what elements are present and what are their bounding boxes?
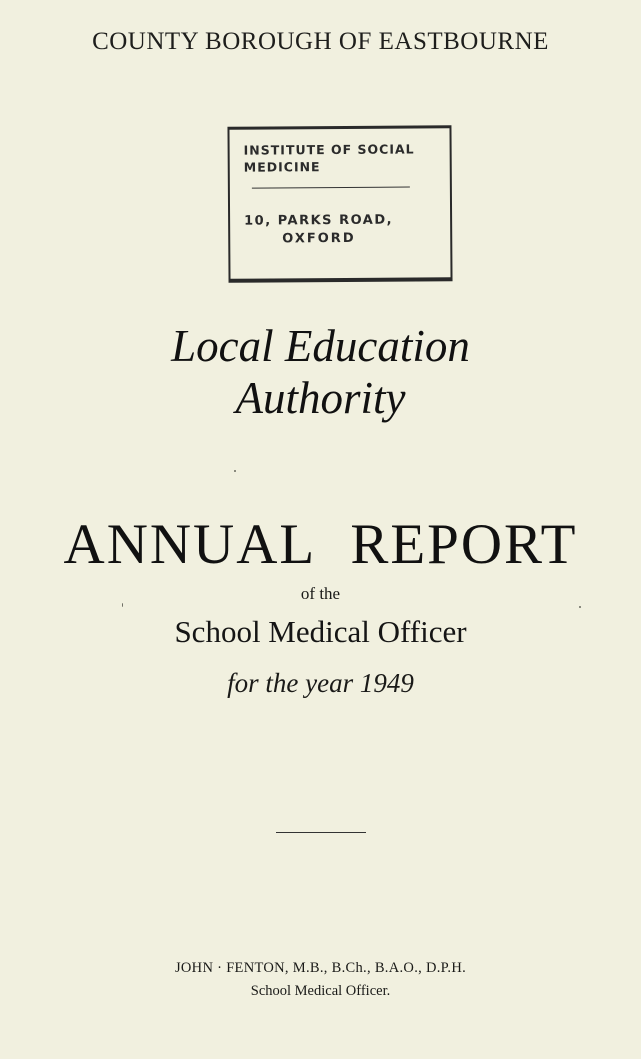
paper-speck	[579, 606, 581, 608]
stamp-divider	[252, 187, 410, 189]
school-medical-officer-heading: School Medical Officer	[174, 614, 467, 649]
signatory-title: School Medical Officer.	[250, 983, 391, 999]
annual-report-heading: ANNUAL REPORT	[63, 513, 578, 576]
stamp-institute-line: INSTITUTE OF SOCIAL	[243, 141, 415, 158]
stamp-city-line: OXFORD	[282, 230, 356, 247]
paper-speck	[122, 603, 123, 607]
section-divider	[276, 832, 366, 833]
authority-title-line1: Local Education	[171, 321, 470, 371]
library-stamp	[227, 125, 452, 283]
of-the-text: of the	[300, 584, 341, 603]
stamp-medicine-line: MEDICINE	[243, 159, 321, 175]
report-year: for the year 1949	[227, 668, 414, 698]
borough-heading: COUNTY BOROUGH OF EASTBOURNE	[92, 28, 549, 55]
authority-title-line2: Authority	[235, 373, 406, 423]
paper-speck	[234, 470, 236, 472]
stamp-address-line: 10, PARKS ROAD,	[244, 212, 394, 229]
signatory-name: JOHN · FENTON, M.B., B.Ch., B.A.O., D.P.H.	[174, 960, 467, 976]
